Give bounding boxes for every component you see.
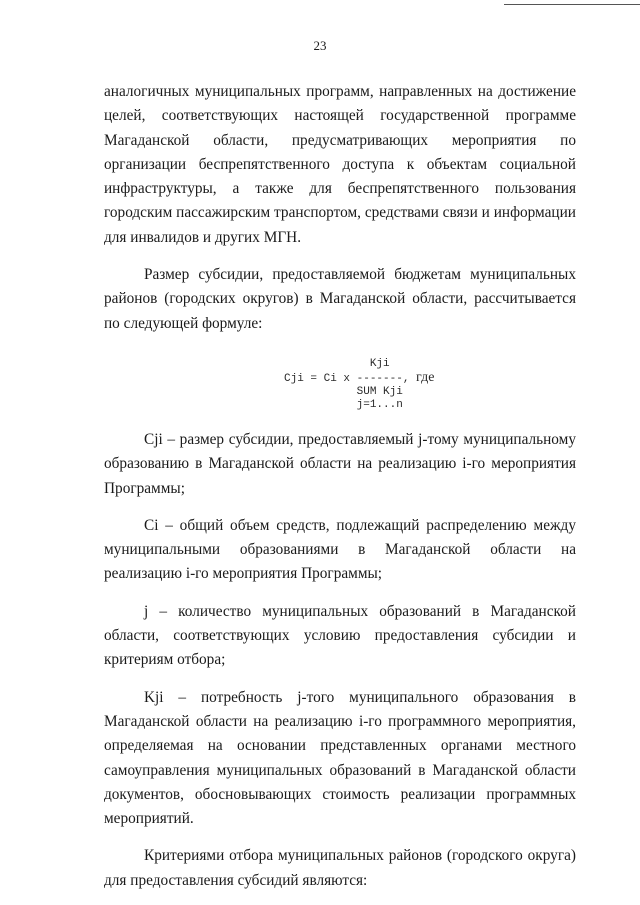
definition-j: j – количество муниципальных образований в Магаданской области, соответствующих условию предоставления субсидии и критериям отбора; [104,602,576,669]
definition-kji: Kji – потребность j-того муниципального образования в Магаданской области на реализацию i-го программного мероприятия, определяемая на основании представленных органами местного самоуправления муниципальных образований в Магаданской области документов, обосновывающих стоимость реализации программных мероприятий. [104,688,576,828]
top-border-line [504,4,640,5]
definition-cji: Cji – размер субсидии, предоставляемый j-тому муниципальному образованию в Магаданской области на реализацию i-го мероприятия Программы; [104,430,576,497]
formula-line-range: j=1...n [356,398,403,411]
page-number: 23 [313,38,327,53]
paragraph-selection-criteria: Критериями отбора муниципальных районов (городского округа) для предоставления субсидий являются: [104,847,576,889]
document-body [104,80,576,893]
subsidy-formula [284,358,576,412]
formula-line-denominator: SUM Kji [356,385,403,398]
paragraph-continuation: аналогичных муниципальных программ, направленных на достижение целей, соответствующих настоящей государственной программе Магаданской области, предусматривающих мероприятия по организации беспрепятственного доступа к объектам социальной инфраструктуры, а также для беспрепятственного пользования городским пассажирским транспортом, средствами связи и информации для инвалидов и других МГН. [104,83,576,246]
formula-line-numerator: Kji [369,357,390,370]
definition-ci: Ci – общий объем средств, подлежащий распределению между муниципальными образованиями в Магаданской области на реализацию i-го мероприятия Программы; [104,516,576,583]
paragraph-subsidy-size: Размер субсидии, предоставляемой бюджетам муниципальных районов (городских округов) в Магаданской области, рассчитывается по следующей формуле: [104,266,576,332]
formula-line-main: Cji = Ci x -------, где [284,369,435,385]
